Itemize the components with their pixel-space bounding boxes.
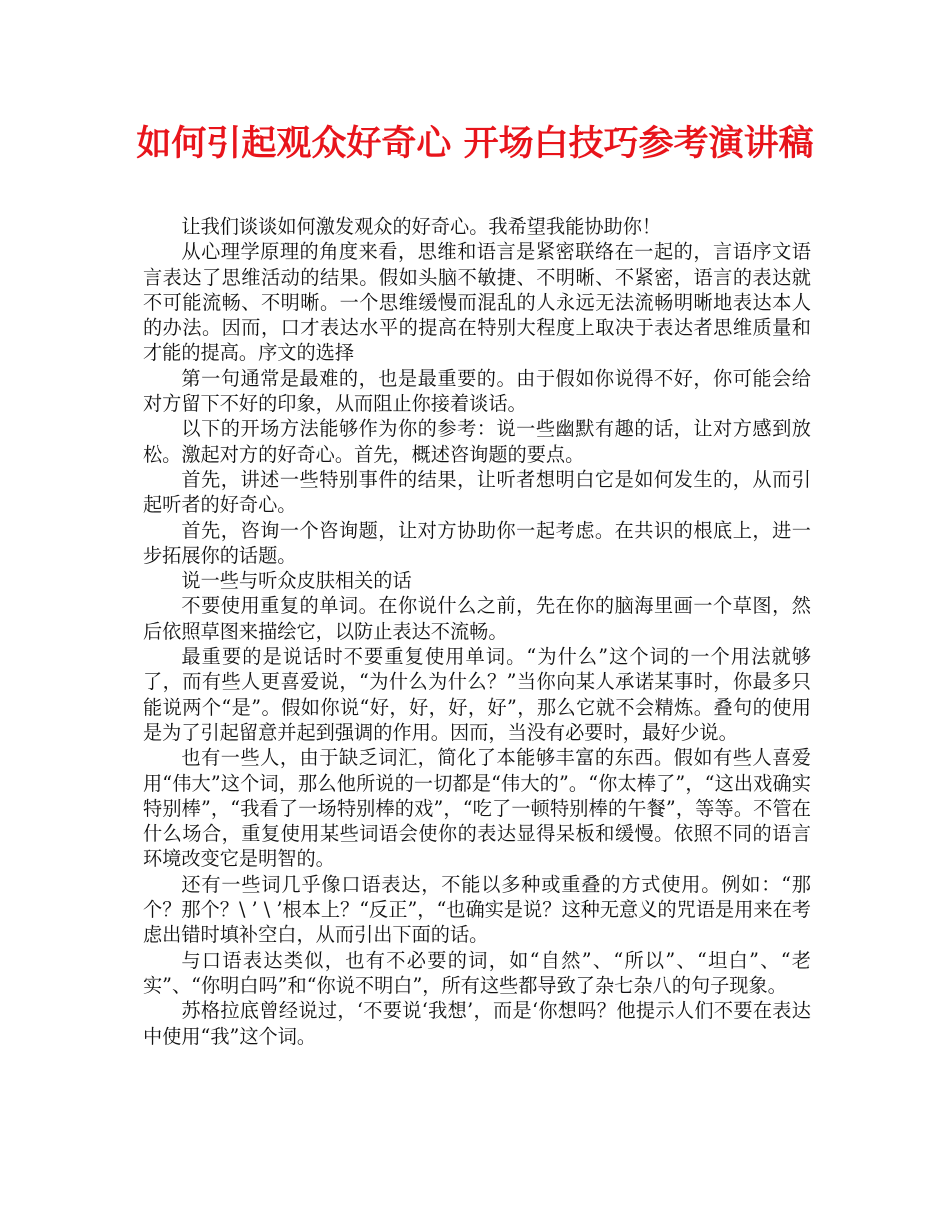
document-body [143,214,811,1049]
paragraph: 首先，咨询一个咨询题，让对方协助你一起考虑。在共识的根底上，进一步拓展你的话题。 [143,518,811,567]
paragraph: 让我们谈谈如何激发观众的好奇心。我希望我能协助你！ [181,215,662,238]
paragraph: 最重要的是说话时不要重复使用单词。“为什么”这个词的一个用法就够了，而有些人更喜爱说，“为什么为什么？”当你向某人承诺某事时，你最多只能说两个“是”。假如你说“好，好，好，好”，那么它就不会精炼。叠句的使用是为了引起留意并起到强调的作用。因而，当没有必要时，最好少说。 [143,645,811,744]
paragraph: 第一句通常是最难的，也是最重要的。由于假如你说得不好，你可能会给对方留下不好的印象，从而阻止你接着谈话。 [143,366,811,416]
document-title: 如何引起观众好奇心 开场白技巧参考演讲稿 [136,124,814,164]
paragraph: 说一些与听众皮肤相关的话 [181,569,412,593]
paragraph: 首先，讲述一些特别事件的结果，让听者想明白它是如何发生的，从而引起听者的好奇心。 [143,467,811,517]
paragraph: 也有一些人，由于缺乏词汇，简化了本能够丰富的东西。假如有些人喜爱用“伟大”这个词，那么他所说的一切都是“伟大的”。“你太棒了”，“这出戏确实特别棒”，“我看了一场特别棒的戏”，“吃了一顿特别棒的午餐”，等等。不管在什么场合，重复使用某些词语会使你的表达显得呆板和缓慢。依照不同的语言环境改变它是明智的。 [143,746,811,871]
paragraph: 苏格拉底曾经说过，‘不要说‘我想’，而是‘你想吗？他提示人们不要在表达中使用“我”这个词。 [143,999,811,1048]
paragraph: 还有一些词几乎像口语表达，不能以多种或重叠的方式使用。例如：“那个？那个？\ ’ \ ’根本上？“反正”，“也确实是说？这种无意义的咒语是用来在考虑出错时填补空白，从而引出下面的话。 [143,872,811,947]
paragraph: 从心理学原理的角度来看，思维和语言是紧密联络在一起的，言语序文语言表达了思维活动的结果。假如头脑不敏捷、不明晰、不紧密，语言的表达就不可能流畅、不明晰。一个思维缓慢而混乱的人永远无法流畅明晰地表达本人的办法。因而，口才表达水平的提高在特别大程度上取决于表达者思维质量和才能的提高。序文的选择 [143,240,811,365]
paragraph: 不要使用重复的单词。在你说什么之前，先在你的脑海里画一个草图，然后依照草图来描绘它，以防止表达不流畅。 [143,594,811,643]
paragraph: 与口语表达类似，也有不必要的词，如“自然”、“所以”、“坦白”、“老实”、“你明白吗”和“你说不明白”，所有这些都导致了杂七杂八的句子现象。 [143,948,811,997]
paragraph: 以下的开场方法能够作为你的参考：说一些幽默有趣的话，让对方感到放松。激起对方的好奇心。首先，概述咨询题的要点。 [143,417,811,466]
